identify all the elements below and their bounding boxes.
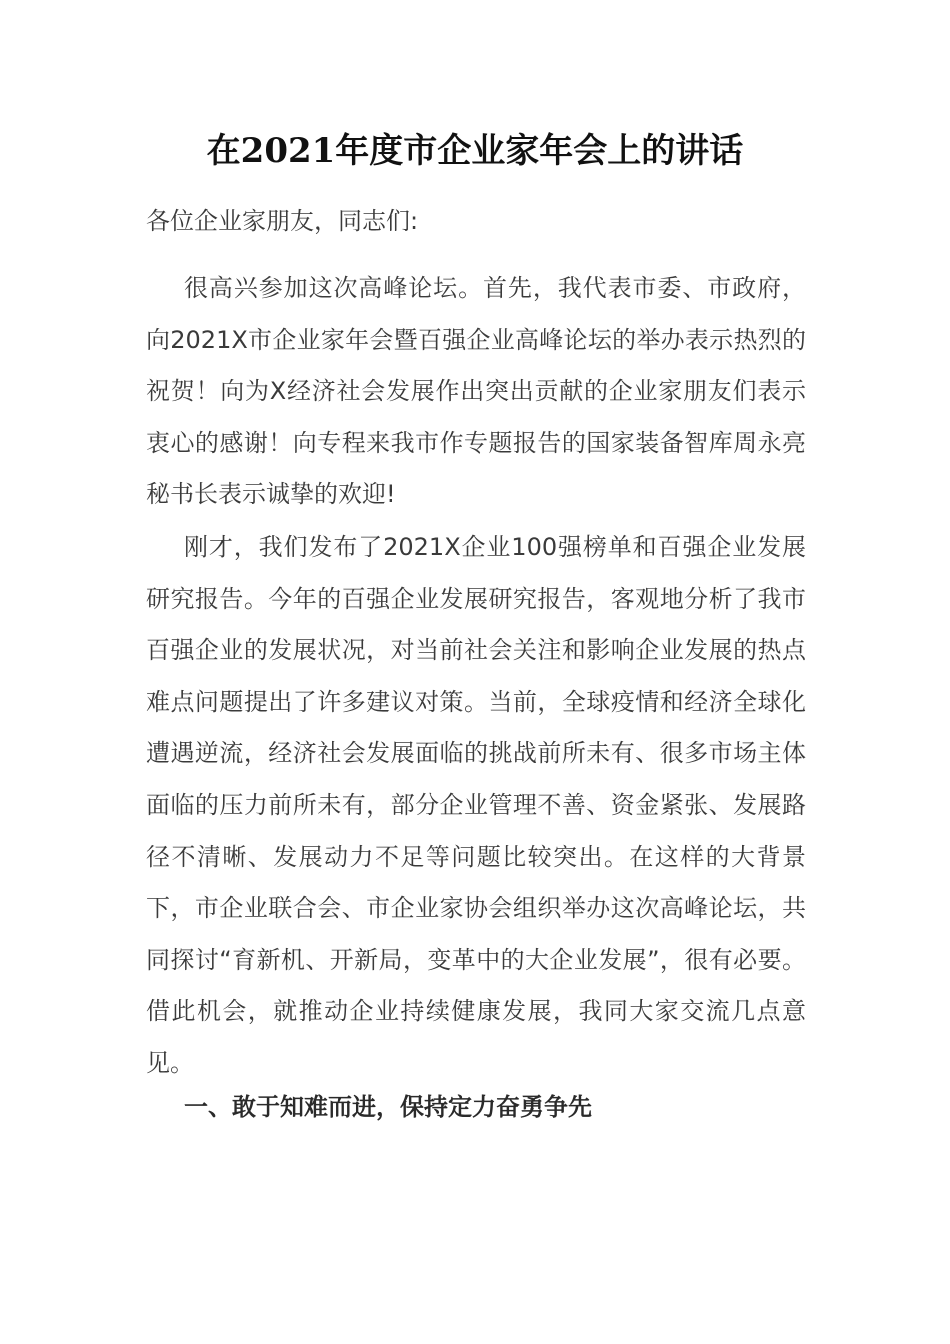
- paragraph-welcome: 很高兴参加这次高峰论坛。首先，我代表市委、市政府，向2021X市企业家年会暨百强企业高峰论坛的举办表示热烈的祝贺！向为X经济社会发展作出突出贡献的企业家朋友们表示衷心的感谢！向专程来我市作专题报告的国家装备智库周永亮秘书长表示诚挚的欢迎!: [146, 274, 806, 509]
- section-heading: 一、敢于知难而进，保持定力奋勇争先: [184, 1093, 592, 1121]
- paragraph-report: 刚才，我们发布了2021X企业100强榜单和百强企业发展研究报告。今年的百强企业发展研究报告，客观地分析了我市百强企业的发展状况，对当前社会关注和影响企业发展的热点难点问题提出了许多建议对策。当前，全球疫情和经济全球化遭遇逆流，经济社会发展面临的挑战前所未有、很多市场主体面临的压力前所未有，部分企业管理不善、资金紧张、发展路径不清晰、发展动力不足等问题比较突出。在这样的大背景下，市企业联合会、市企业家协会组织举办这次高峰论坛，共同探讨“育新机、开新局，变革中的大企业发展”，很有必要。借此机会，就推动企业持续健康发展，我同大家交流几点意见。: [146, 533, 806, 1077]
- document-title: 在2021年度市企业家年会上的讲话: [206, 131, 744, 171]
- salutation: 各位企业家朋友，同志们:: [146, 207, 419, 235]
